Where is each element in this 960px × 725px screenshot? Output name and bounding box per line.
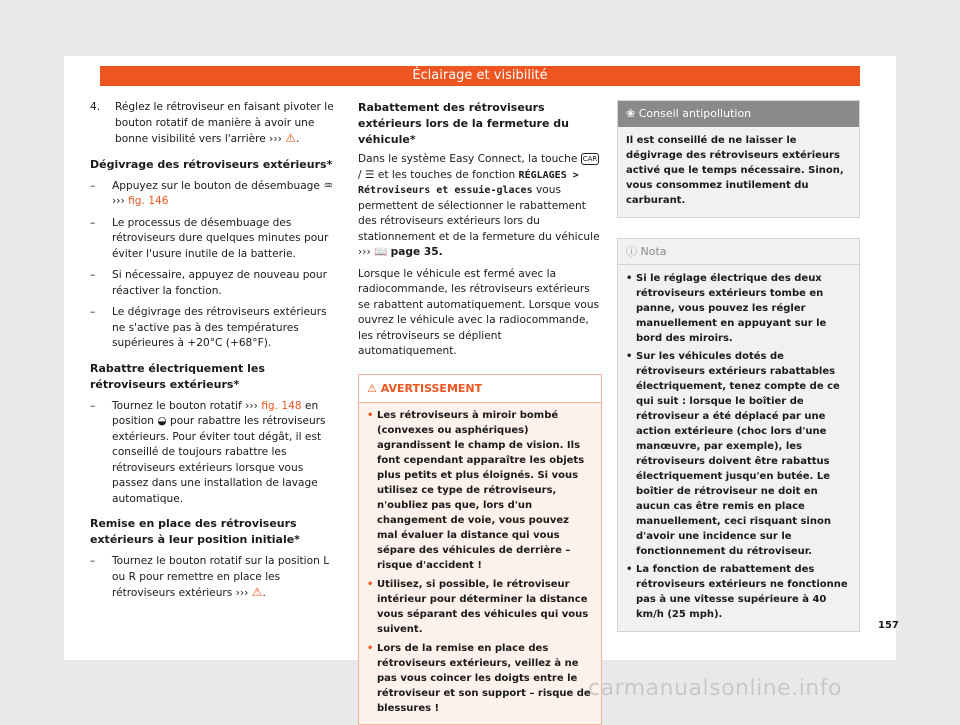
ref-arrows: ››› [358,246,371,258]
defrost-step-3: – Si nécessaire, appuyez de nouveau pour réactiver la fonction. [90,268,340,299]
menu-key-icon: ☰ [365,169,375,181]
step-4: 4. Réglez le rétroviseur en faisant pivoter le bouton rotatif de manière à avoir une bonne visibilité vers l'arrière ››› ⚠. [90,100,340,148]
reset-step-1: – Tournez le bouton rotatif sur la position L ou R pour remettre en place les rétroviseurs extérieurs ››› ⚠. [90,554,340,602]
note-box [617,238,860,633]
note-item: • Sur les véhicules dotés de rétroviseurs extérieurs rabattables électriquement, tenez compte de ce qui suit : lorsque le boîtier de rétroviseur a été déplacé par une action extérieure (choc lors d'une manœuvre, par exemple), les rétroviseurs doivent être rabattus électriquement jusqu'en butée. Le boîtier de rétroviseur ne doit en aucun cas être remis en place manuellement, ceci risquant sinon d'avoir une incidence sur le fonctionnement du rétroviseur. [626,349,851,559]
column-right [617,100,860,632]
tip-box [617,100,860,218]
tip-header: ❀ Conseil antipollution [618,101,859,127]
page-35-link[interactable]: page 35. [391,246,443,258]
menu-path: RÉGLAGES > Rétroviseurs et essuie-glaces [358,170,579,197]
watermark: carmanualsonline.info [588,676,842,701]
warning-item: • Lors de la remise en place des rétroviseurs extérieurs, veillez à ne pas vous coincer les doigts entre le rétroviseur et son support – risque de blessures ! [367,641,593,716]
step-4-text: Réglez le rétroviseur en faisant pivoter le bouton rotatif de manière à avoir une bonne visibilité vers l'arrière [115,101,334,145]
fig-148-link[interactable]: fig. 148 [261,400,301,412]
column-middle [358,100,602,725]
warning-body [359,403,601,724]
warning-triangle-icon[interactable]: ⚠ [285,131,296,145]
fig-146-link[interactable]: fig. 146 [128,195,168,207]
step-number: 4. [90,100,100,116]
note-item: • Si le réglage électrique des deux rétroviseurs extérieurs tombe en panne, vous pouvez les régler manuellement en appuyant sur le bord des miroirs. [626,271,851,346]
info-icon: ⓘ [626,245,637,258]
warning-triangle-icon[interactable]: ⚠ [252,585,263,599]
warning-item: • Utilisez, si possible, le rétroviseur intérieur pour déterminer la distance vous séparant des véhicules qui vous suivent. [367,577,593,637]
warning-box [358,374,602,725]
note-header: ⓘ Nota [618,239,859,266]
section-header: Éclairage et visibilité [100,66,860,86]
book-icon[interactable]: 📖 [374,246,387,258]
defrost-step-4: – Le dégivrage des rétroviseurs extérieurs ne s'active pas à des températures supérieures à +20°C (+68°F). [90,305,340,352]
tip-body: Il est conseillé de ne laisser le dégivrage des rétroviseurs extérieurs activé que le temps nécessaire. Sinon, vous consommez inutilement du carburant. [618,127,859,217]
warning-triangle-icon: ⚠ [367,382,377,395]
heading-fold: Rabattre électriquement les rétroviseurs extérieurs* [90,361,340,393]
ref-arrows: ››› [245,400,258,412]
heading-defrost: Dégivrage des rétroviseurs extérieurs* [90,157,340,173]
note-item: • La fonction de rabattement des rétroviseurs extérieurs ne fonctionne pas à une vitesse supérieure à 40 km/h (25 mph). [626,562,851,622]
fold-step-1: – Tournez le bouton rotatif ››› fig. 148 en position ◒ pour rabattre les rétroviseurs extérieurs. Pour éviter tout dégât, il est conseillé de toujours rabattre les rétroviseurs extérieurs lorsque vous passez dans une installation de lavage automatique. [90,399,340,508]
leaf-icon: ❀ [626,107,635,120]
warning-item: • Les rétroviseurs à miroir bombé (convexes ou asphériques) agrandissent le champ de vision. Ils font cependant apparaître les objets plus petits et plus éloignés. Si vous utilisez ce type de rétroviseurs, n'oubliez pas que, lors d'un changement de voie, vous pouvez mal évaluer la distance qui vous sépare des véhicules de derrière – risque d'accident ! [367,408,593,573]
car-key-icon: CAR [581,153,600,165]
defrost-step-1: – Appuyez sur le bouton de désembuage ♒ ››› fig. 146 [90,179,340,210]
warning-header: ⚠ AVERTISSEMENT [359,375,601,404]
ref-arrows: ››› [269,133,282,145]
page-number: 157 [878,620,899,631]
ref-arrows: ››› [236,587,249,599]
easy-connect-paragraph: Dans le système Easy Connect, la touche CAR/ ☰ et les touches de fonction RÉGLAGES > Rétroviseurs et essuie-glaces vous permettent de sélectionner le rabattement des rétroviseurs extérieurs lors du stationnement et de la fermeture du véhicule ››› 📖 page 35. [358,152,602,261]
heading-reset: Remise en place des rétroviseurs extérieurs à leur position initiale* [90,516,340,548]
defrost-step-2: – Le processus de désembuage des rétroviseurs dure quelques minutes pour éviter l'usure inutile de la batterie. [90,216,340,263]
defrost-icon: ♒ [323,180,333,192]
ref-arrows: ››› [112,195,125,207]
mirror-fold-icon: ◒ [157,415,166,427]
heading-auto-fold: Rabattement des rétroviseurs extérieurs lors de la fermeture du véhicule* [358,100,602,148]
column-left [90,100,340,602]
note-body [618,265,859,631]
remote-paragraph: Lorsque le véhicule est fermé avec la radiocommande, les rétroviseurs extérieurs se rabattent automatiquement. Lorsque vous ouvrez le véhicule avec la radiocommande, les rétroviseurs se déplient automatiquement. [358,267,602,360]
